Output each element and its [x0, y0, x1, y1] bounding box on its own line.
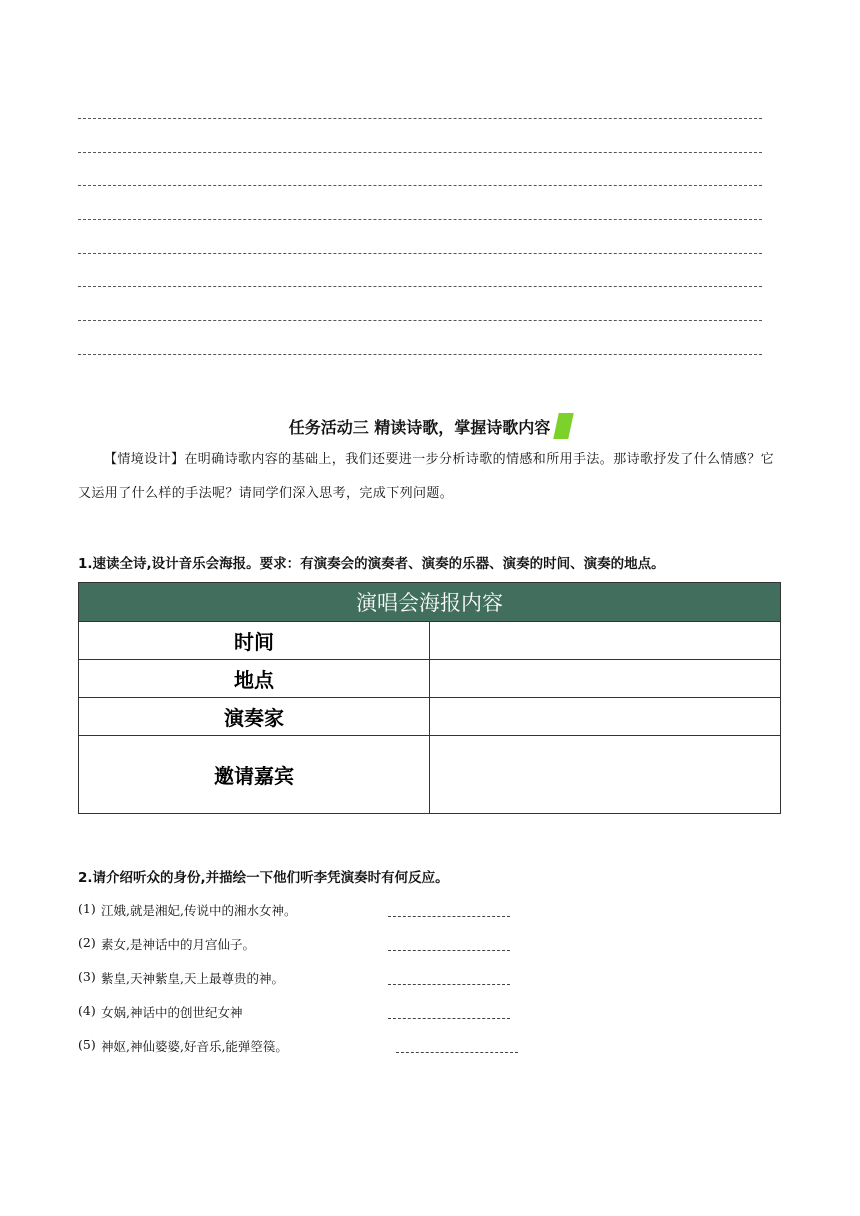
- poster-header: 演唱会海报内容: [79, 583, 781, 622]
- green-marker-icon: [554, 413, 575, 439]
- item-text: 素女,是神话中的月宫仙子。: [101, 937, 255, 952]
- answer-blank[interactable]: [388, 916, 510, 917]
- item-text: 神妪,神仙婆婆,好音乐,能弹箜篌。: [101, 1039, 288, 1054]
- item-number: (3): [78, 969, 96, 984]
- row-label-venue: 地点: [79, 660, 430, 698]
- answer-line[interactable]: [78, 185, 762, 186]
- list-item: [78, 1001, 538, 1035]
- answer-lines: [78, 118, 762, 388]
- list-item: [78, 1035, 538, 1069]
- answer-line[interactable]: [78, 320, 762, 321]
- section-title-text: 任务活动三 精读诗歌，掌握诗歌内容: [288, 418, 551, 437]
- answer-blank[interactable]: [388, 950, 510, 951]
- answer-line[interactable]: [78, 118, 762, 119]
- answer-line[interactable]: [78, 152, 762, 153]
- table-row: [79, 660, 781, 698]
- poster-table: [78, 582, 781, 814]
- answer-blank[interactable]: [388, 1018, 510, 1019]
- question-1: 1.速读全诗,设计音乐会海报。要求：有演奏会的演奏者、演奏的乐器、演奏的时间、演奏的地点。: [78, 556, 665, 572]
- answer-line[interactable]: [78, 253, 762, 254]
- table-row: [79, 622, 781, 660]
- section-title: [0, 413, 860, 439]
- guests-field[interactable]: [430, 736, 781, 814]
- listener-list: [78, 899, 538, 1069]
- list-item: [78, 899, 538, 933]
- table-row: [79, 736, 781, 814]
- table-row: [79, 698, 781, 736]
- venue-field[interactable]: [430, 660, 781, 698]
- answer-blank[interactable]: [396, 1052, 518, 1053]
- item-text: 紫皇,天神紫皇,天上最尊贵的神。: [101, 971, 284, 986]
- item-number: (5): [78, 1037, 96, 1052]
- list-item: [78, 967, 538, 1001]
- item-number: (2): [78, 935, 96, 950]
- row-label-guests: 邀请嘉宾: [79, 736, 430, 814]
- answer-line[interactable]: [78, 286, 762, 287]
- time-field[interactable]: [430, 622, 781, 660]
- item-text: 女娲,神话中的创世纪女神: [101, 1005, 243, 1020]
- question-2: 2.请介绍听众的身份,并描绘一下他们听李凭演奏时有何反应。: [78, 870, 449, 886]
- context-paragraph: 【情境设计】在明确诗歌内容的基础上，我们还要进一步分析诗歌的情感和所用手法。那诗歌抒发了什么情感？它又运用了什么样的手法呢？请同学们深入思考，完成下列问题。: [78, 452, 775, 501]
- answer-line[interactable]: [78, 219, 762, 220]
- row-label-performer: 演奏家: [79, 698, 430, 736]
- item-text: 江娥,就是湘妃,传说中的湘水女神。: [101, 903, 297, 918]
- list-item: [78, 933, 538, 967]
- item-number: (1): [78, 901, 96, 916]
- row-label-time: 时间: [79, 622, 430, 660]
- item-number: (4): [78, 1003, 96, 1018]
- answer-blank[interactable]: [388, 984, 510, 985]
- performer-field[interactable]: [430, 698, 781, 736]
- answer-line[interactable]: [78, 354, 762, 355]
